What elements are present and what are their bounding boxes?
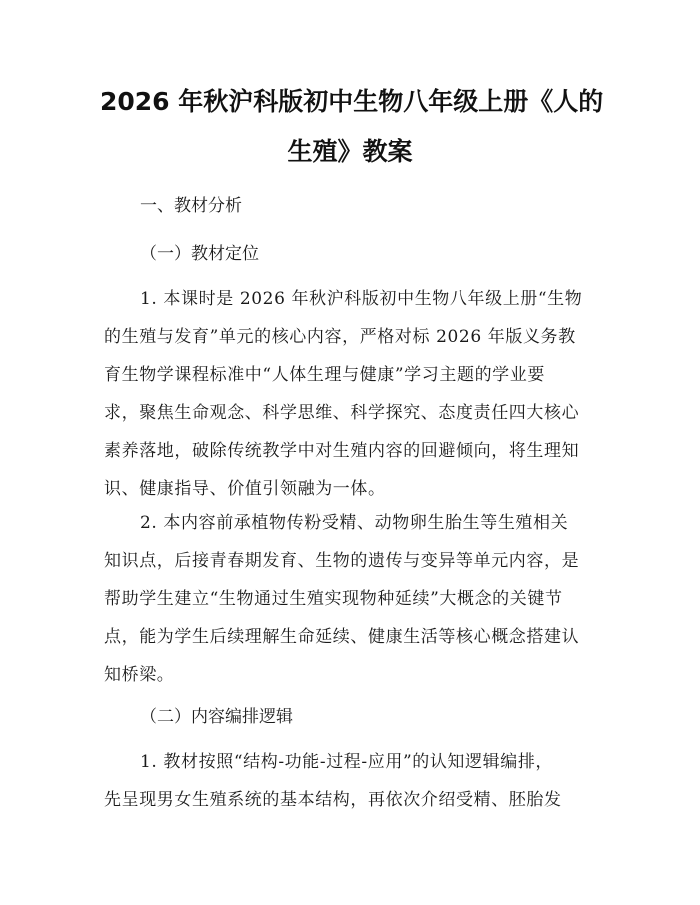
paragraph-2-line: 点，能为学生后续理解生命延续、健康生活等核心概念搭建认	[104, 627, 580, 647]
subsection-heading-content-arrangement: （二）内容编排逻辑	[140, 707, 293, 727]
paragraph-2-line: 2. 本内容前承植物传粉受精、动物卵生胎生等生殖相关	[140, 513, 569, 533]
document-title-line-1: 2026 年秋沪科版初中生物八年级上册《人的	[100, 87, 604, 116]
paragraph-3-line: 1. 教材按照“结构-功能-过程-应用”的认知逻辑编排，	[140, 752, 554, 772]
paragraph-1-line: 素养落地，破除传统教学中对生殖内容的回避倾向，将生理知	[104, 441, 580, 461]
paragraph-1-line: 求，聚焦生命观念、科学思维、科学探究、态度责任四大核心	[104, 403, 580, 423]
paragraph-1-line: 1. 本课时是 2026 年秋沪科版初中生物八年级上册“生物	[140, 289, 583, 309]
subsection-heading-material-positioning: （一）教材定位	[140, 244, 259, 264]
paragraph-2-line: 帮助学生建立“生物通过生殖实现物种延续”大概念的关键节	[104, 589, 563, 609]
paragraph-2-line: 知桥梁。	[104, 665, 175, 685]
paragraph-1-line: 的生殖与发育”单元的核心内容，严格对标 2026 年版义务教	[104, 327, 576, 347]
paragraph-1-line: 育生物学课程标准中“人体生理与健康”学习主题的学业要	[104, 365, 545, 385]
paragraph-1	[104, 280, 600, 508]
paragraph-2-line: 知识点，后接青春期发育、生物的遗传与变异等单元内容，是	[104, 551, 580, 571]
paragraph-3	[104, 743, 600, 819]
section-heading-teaching-material-analysis: 一、教材分析	[140, 196, 242, 216]
paragraph-1-line: 识、健康指导、价值引领融为一体。	[104, 479, 386, 499]
paragraph-3-line: 先呈现男女生殖系统的基本结构，再依次介绍受精、胚胎发	[104, 790, 562, 810]
paragraph-2	[104, 504, 600, 694]
document-title-line-2: 生殖》教案	[287, 137, 413, 166]
